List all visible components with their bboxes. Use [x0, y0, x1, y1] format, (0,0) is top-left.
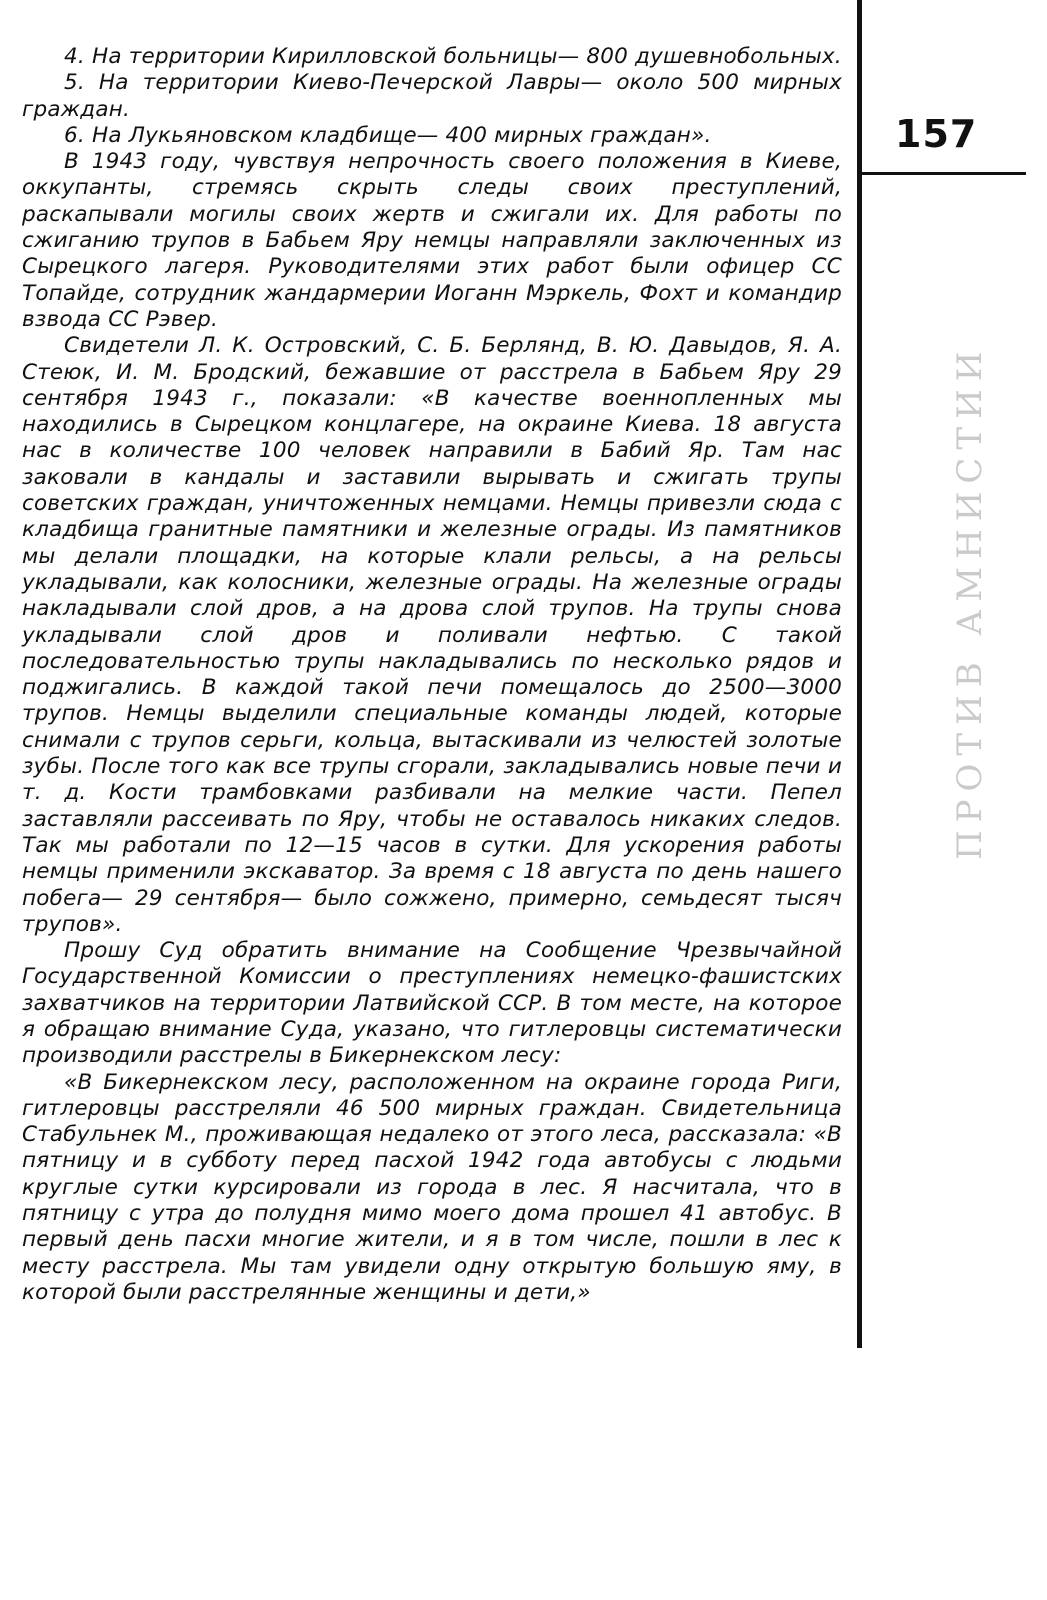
paragraph-witnesses: Свидетели Л. К. Островский, С. Б. Берлянд, В. Ю. Давыдов, Я. А. Стеюк, И. М. Бродский, бежавшие от расстрела в Бабьем Яру 29 сентября 1943 г., показали: «В качестве военнопленных мы находились в Сырецком концлагере, на окраине Киева. 18 августа нас в количестве 100 человек направили в Бабий Яр. Там нас заковали в кандалы и заставили вырывать и сжигать трупы советских граждан, уничтоженных немцами. Немцы привезли сюда с кладбища гранитные памятники и железные ограды. Из памятников мы делали площадки, на которые клали рельсы, а на рельсы укладывали, как колосники, железные ограды. На железные ограды накладывали слой дров, а на дрова слой трупов. На трупы снова укладывали слой дров и поливали нефтью. С такой последовательностью трупы накладывались по несколько рядов и поджигались. В каждой такой печи помещалось до 2500—3000 трупов. Немцы выделили специальные команды людей, которые снимали с трупов серьги, кольца, вытаскивали из челюстей золотые зубы. После того как все трупы сгорали, закладывались новые печи и т. д. Кости трамбовками разбивали на мелкие части. Пепел заставляли рассеивать по Яру, чтобы не оставалось никаких следов. Так мы работали по 12—15 часов в сутки. Для ускорения работы немцы применили экскаватор. За время с 18 августа по день нашего побега— 29 сентября— было сожжено, примерно, семьдесят тысяч трупов».: [22, 333, 842, 937]
paragraph-item-5: 5. На территории Киево-Печерской Лавры— около 500 мирных граждан.: [22, 70, 842, 122]
paragraph-court-request: Прошу Суд обратить внимание на Сообщение Чрезвычайной Государственной Комиссии о преступлениях немецко-фашистских захватчиков на территории Латвийской ССР. В том месте, на которое я обращаю внимание Суда, указано, что гитлеровцы систематически производили расстрелы в Бикернекском лесу:: [22, 938, 842, 1069]
paragraph-bikernek-forest: «В Бикернекском лесу, расположенном на окраине города Риги, гитлеровцы расстреляли 46 500 мирных граждан. Свидетельница Стабульнек М., проживающая недалеко от этого леса, рассказала: «В пятницу и в субботу перед пасхой 1942 года автобусы с людьми круглые сутки курсировали из города в лес. Я насчитала, что в пятницу с утра до полудня мимо моего дома прошел 41 автобус. В первый день пасхи многие жители, и я в том числе, пошли в лес к месту расстрела. Мы там увидели одну открытую большую яму, в которой были расстрелянные женщины и дети,»: [22, 1069, 842, 1305]
body-text: [22, 44, 842, 1306]
paragraph-1943-burning: В 1943 году, чувствуя непрочность своего положения в Киеве, оккупанты, стремясь скрыть следы своих преступлений, раскапывали могилы своих жертв и сжигали их. Для работы по сжиганию трупов в Бабьем Яру немцы направляли заключенных из Сырецкого лагеря. Руководителями этих работ были офицер СС Топайде, сотрудник жандармерии Иоганн Мэркель, Фохт и командир взвода СС Рэвер.: [22, 149, 842, 332]
page-number: 157: [895, 112, 978, 156]
paragraph-item-6: 6. На Лукьяновском кладбище— 400 мирных граждан».: [64, 122, 712, 148]
watermark-text: ПРОТИВ АМНИСТИИ: [950, 343, 990, 860]
paragraph-item-4: 4. На территории Кирилловской больницы— 800 душевнобольных.: [64, 44, 842, 69]
margin-watermark: [860, 240, 1020, 880]
page-number-underline: [862, 172, 1026, 175]
